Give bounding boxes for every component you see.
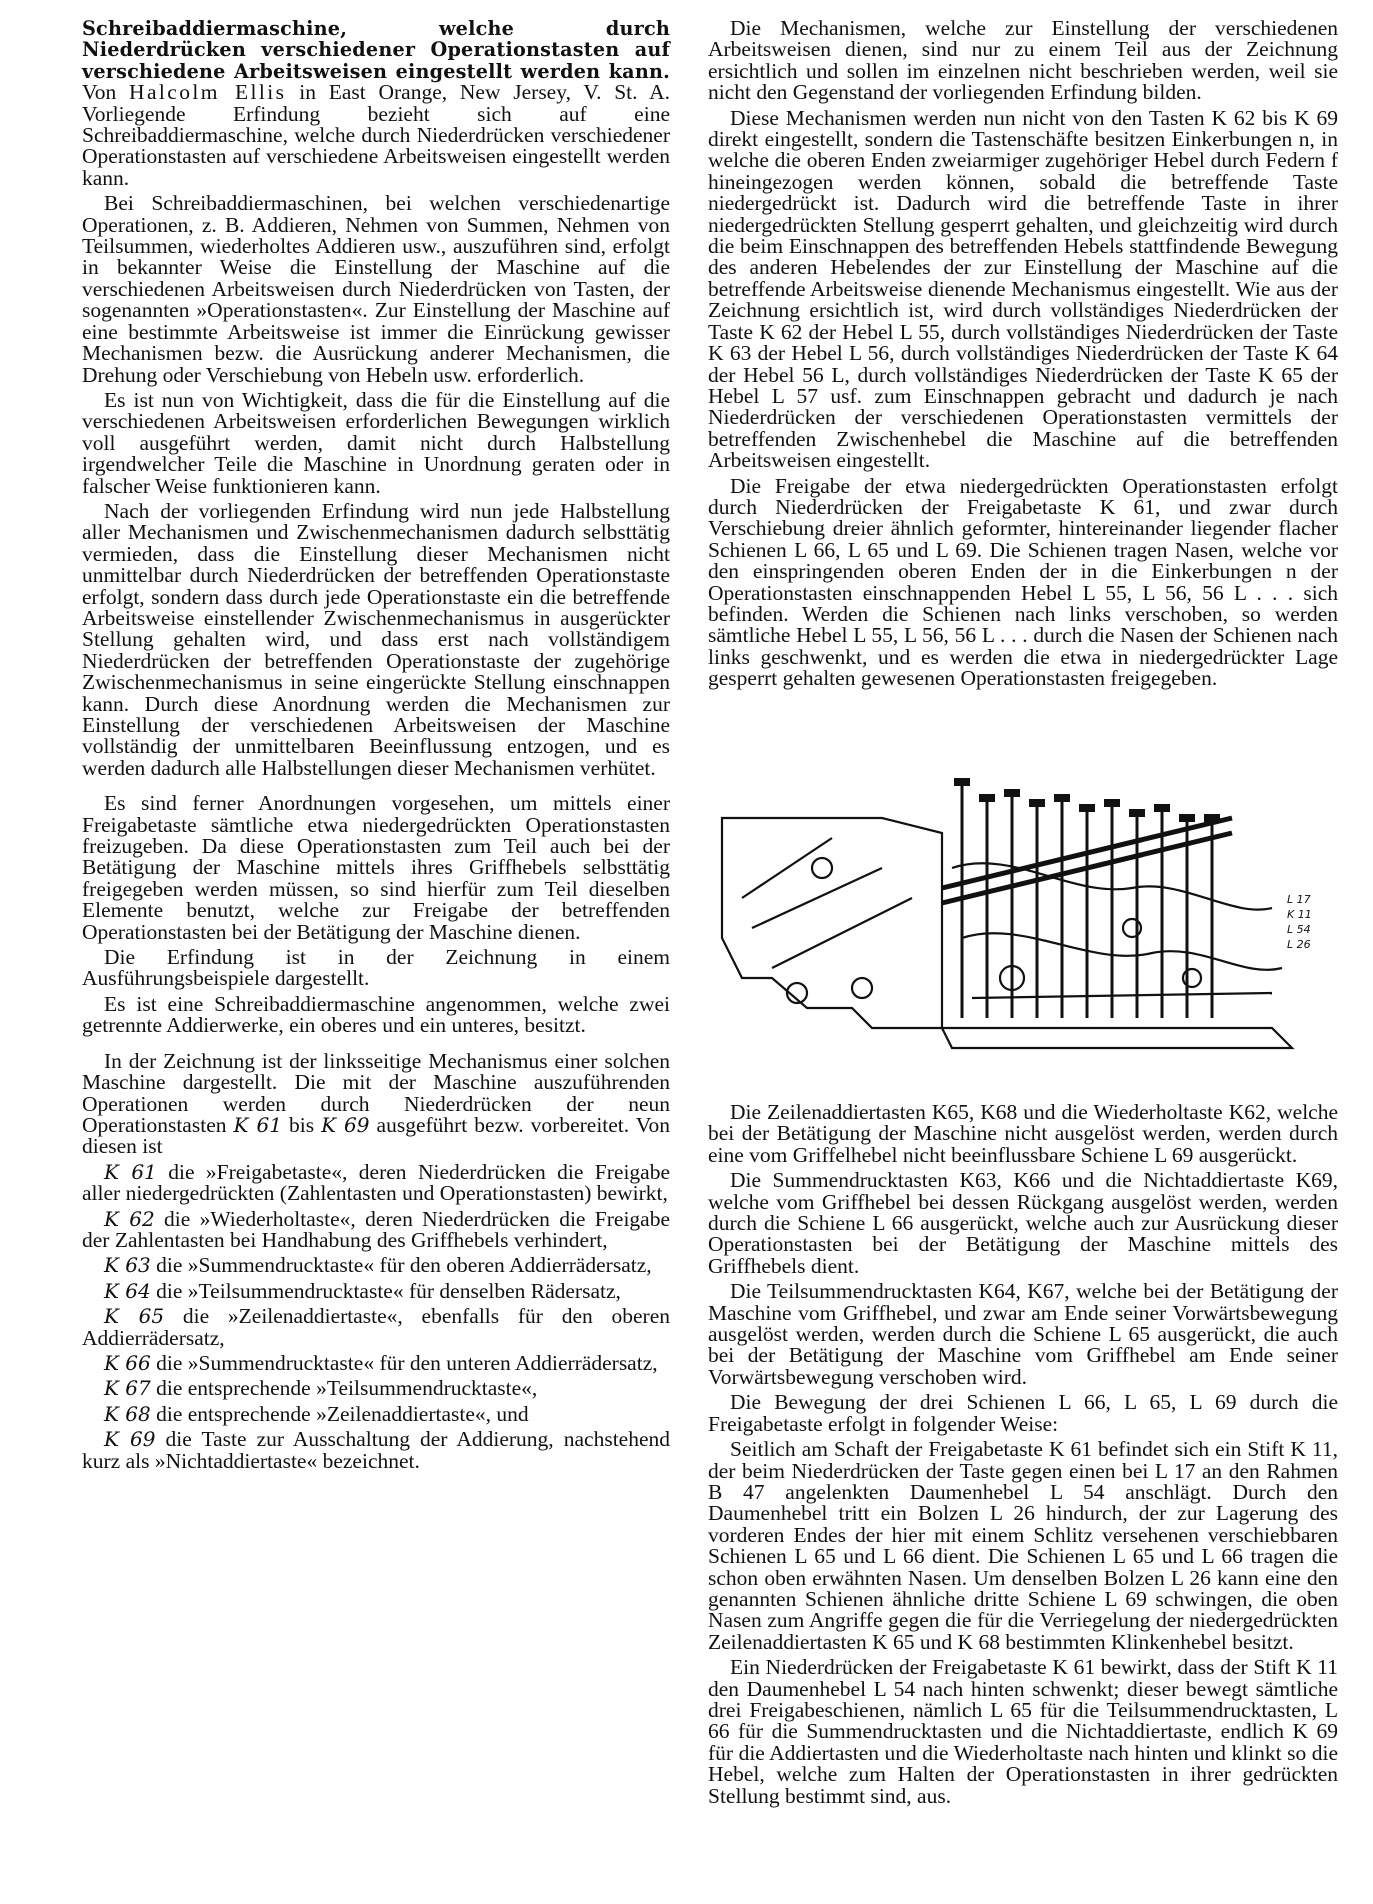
right-paragraph-2: Diese Mechanismen werden nun nicht von den Tasten K 62 bis K 69 direkt eingestellt, sondern die Tastenschäfte besitzen Einkerbungen n, in welche die oberen Enden zweiarmiger zugehöriger Hebel durch Federn f hineingezogen werden können, sobald die betreffende Taste niedergedrückt ist. Dadurch wird die betreffende Taste in ihrer niedergedrückten Stellung gesperrt gehalten, und gleichzeitig wird durch die beim Einschnappen des betreffenden Hebels stattfindende Bewegung des anderen Hebelendes der zur Einstellung der Maschine auf die betreffende Arbeitsweise dienende Mechanismus eingestellt. Wie aus der Zeichnung ersichtlich ist, wird durch vollständiges Niederdrücken der Taste K 62 der Hebel L 55, durch vollständiges Niederdrücken der Taste K 63 der Hebel L 56, durch vollständiges Niederdrücken der Taste K 64 der Hebel 56 L, durch vollständiges Niederdrücken der Taste K 65 der Hebel L 57 usf. zum Einschnappen gebracht und dadurch je nach Niederdrücken der verschiedenen Operationstasten vermittels der betreffenden Zwischenhebel die Maschine auf die betreffenden Arbeitsweisen eingestellt.	[708, 105, 1338, 473]
key-ref: K 69	[104, 1427, 156, 1452]
p8-text-a: In der Zeichnung ist der linksseitige Mechanismus einer solchen Maschine dargestellt. Die mit der Maschine auszuführenden Operationen werden durch Niederdrücken der neun Operationstasten	[82, 1048, 670, 1137]
paragraph-6: Die Erfindung ist in der Zeichnung in einem Ausführungsbeispiele dargestellt.	[82, 945, 670, 991]
key-desc: die »Wiederholtaste«, deren Niederdrücken die Freigabe der Zahlentasten bei Handhabung des Griffhebels verhindert,	[82, 1206, 671, 1252]
key-ref: K 67	[104, 1376, 151, 1401]
key-list-item	[82, 1378, 670, 1399]
key-list-item	[82, 1306, 670, 1349]
paragraph-2: Bei Schreibaddiermaschinen, bei welchen verschiedenartige Operationen, z. B. Addieren, Nehmen von Summen, Nehmen von Teilsummen, wiederholtes Addieren usw., auszuführen sind, erfolgt in bekannter Weise die Einstellung der Maschine auf die verschiedenen Arbeitsweisen durch Niederdrücken von Tasten, der sogenannten »Operationstasten«. Zur Einstellung der Maschine auf eine bestimmte Arbeitsweise ist immer die Einrückung gewisser Mechanismen bezw. die Ausrückung anderer Mechanismen, die Drehung oder Verschiebung von Hebeln usw. erforderlich.	[82, 191, 670, 387]
paragraph-5: Es sind ferner Anordnungen vorgesehen, um mittels einer Freigabetaste sämtliche etwa niedergedrückten Operationstasten freizugeben. Da diese Operationstasten zum Teil auch bei der Betätigung der Maschine mittels ihres Griffhebels selbsttätig freigegeben werden müssen, so sind hierfür zum Teil dieselben Elemente benutzt, welche zur Freigabe der betreffenden Operationstasten bei der Betätigung der Maschine dienen.	[82, 791, 670, 944]
right-paragraph-9: Ein Niederdrücken der Freigabetaste K 61 bewirkt, dass der Stift K 11 den Daumenhebel L 54 nach hinten schwenkt; dieser bewegt sämtliche drei Freigabeschienen, nämlich L 65 für die Teilsummendrucktasten, L 66 für die Summendrucktasten und die Nichtaddiertaste, endlich K 69 für die Addiertasten und die Wiederholtaste nach hinten und klinkt so die Hebel, welche zum Halten der Operationstasten in ihrer gedrückten Stellung bestimmt sind, aus.	[708, 1655, 1338, 1808]
right-paragraph-5: Die Summendrucktasten K63, K66 und die Nichtaddiertaste K69, welche vom Griffhebel bei dessen Rückgang ausgelöst werden, werden durch die Schiene L 66 ausgerückt, welche auch zur Ausrückung dieser Operationstasten bei der Betätigung der Maschine mittels des Griffhebels dient.	[708, 1168, 1338, 1278]
intro-text: in East Orange, New Jersey, V. St. A. Vorliegende Erfindung bezieht sich auf eine Schreibaddiermaschine, welche durch Niederdrücken verschiedener Operationstasten auf verschiedene Arbeitsweisen eingestellt werden kann.	[82, 80, 671, 190]
fig-label: L 26	[1287, 938, 1311, 951]
right-paragraph-4: Die Zeilenaddiertasten K65, K68 und die Wiederholtaste K62, welche bei der Betätigung der Maschine nicht ausgelöst werden, werden durch eine vom Griffelhebel nicht beeinflussbare Schiene L 69 ausgerückt.	[708, 1100, 1338, 1167]
mechanism-drawing	[712, 778, 1322, 1078]
right-paragraph-1: Die Mechanismen, welche zur Einstellung der verschiedenen Arbeitsweisen dienen, sind nur zu einem Teil aus der Zeichnung ersichtlich und sollen im einzelnen nicht beschrieben werden, weil sie nicht den Gegenstand der vorliegenden Erfindung bilden.	[708, 16, 1338, 105]
key-ref: K 69	[321, 1112, 370, 1137]
p8-text-c: ausgeführt bezw. vorbereitet. Von diesen ist	[82, 1112, 671, 1159]
paragraph-3: Es ist nun von Wichtigkeit, dass die für die Einstellung auf die verschiedenen Arbeitsweisen erforderlichen Bewegungen wirklich voll ausgeführt werden, damit nicht durch Halbstellung irgendwelcher Teile die Maschine in Unordnung geraten oder in falscher Weise funktionieren kann.	[82, 387, 670, 498]
key-ref: K 61	[233, 1112, 282, 1137]
p8-text-b: bis	[288, 1112, 315, 1137]
key-ref: K 63	[104, 1253, 151, 1278]
key-list-item	[82, 1206, 671, 1252]
fig-label: K 11	[1287, 908, 1312, 921]
paragraph-4: Nach der vorliegenden Erfindung wird nun jede Halbstellung aller Mechanismen und Zwischenmechanismen dadurch selbsttätig vermieden, dass die Einstellung dieser Mechanismen nicht unmittelbar durch Niederdrücken der betreffenden Operationstaste erfolgt, sondern dass durch jede Operationstaste ein die betreffende Arbeitsweise einstellender Zwischenmechanismus in ausgerückter Stellung gehalten wird, und dass erst nach vollständigem Niederdrücken der betreffenden Operationstaste der zugehörige Zwischenmechanismus in seine eingerückte Stellung einschnappen kann. Durch diese Anordnung werden die Mechanismen zur Einstellung der verschiedenen Arbeitsweisen der Maschine vollständig der unmittelbaren Beeinflussung entzogen, und es werden dadurch alle Halbstellungen dieser Mechanismen verhütet.	[82, 498, 670, 780]
key-ref: K 68	[104, 1401, 151, 1426]
patent-title: Schreibaddiermaschine, welche durch Niederdrücken verschiedener Operationstasten auf verschiedene Arbeitsweisen eingestellt werden kann.	[82, 17, 670, 83]
key-desc: die »Teilsummendrucktaste« für denselben Rädersatz,	[156, 1278, 621, 1303]
right-paragraph-7: Die Bewegung der drei Schienen L 66, L 65, L 69 durch die Freigabetaste erfolgt in folgender Weise:	[708, 1390, 1338, 1436]
key-desc: die »Freigabetaste«, deren Niederdrücken die Freigabe aller niedergedrückten (Zahlentasten und Operationstasten) bewirkt,	[82, 1159, 671, 1206]
key-ref: K 65	[104, 1304, 165, 1329]
key-desc: die entsprechende »Teilsummendrucktaste«,	[156, 1376, 538, 1401]
key-list-item	[82, 1350, 670, 1375]
inventor-name: Halcolm Ellis	[129, 80, 287, 105]
key-list-item	[82, 1429, 670, 1472]
key-desc: die entsprechende »Zeilenaddiertaste«, und	[156, 1401, 529, 1426]
key-desc: die »Summendrucktaste« für den oberen Addierrädersatz,	[156, 1253, 652, 1278]
left-column	[82, 18, 670, 1476]
paragraph-7: Es ist eine Schreibaddiermaschine angenommen, welche zwei getrennte Addierwerke, ein oberes und ein unteres, besitzt.	[82, 991, 670, 1038]
key-ref: K 62	[104, 1206, 155, 1231]
intro-von: Von	[82, 80, 117, 105]
key-ref: K 64	[104, 1278, 151, 1303]
key-list-item	[82, 1255, 670, 1276]
intro-paragraph	[82, 18, 670, 189]
key-desc: die Taste zur Ausschaltung der Addierung, nachstehend kurz als »Nichtaddiertaste« bezeichnet.	[82, 1427, 671, 1473]
right-paragraph-8: Seitlich am Schaft der Freigabetaste K 61 befindet sich ein Stift K 11, der beim Niederdrücken der Taste gegen einen bei L 17 an den Rahmen B 47 angelenkten Daumenhebel L 54 anschlägt. Durch den Daumenhebel tritt ein Bolzen L 26 hindurch, der zur Lagerung des vorderen Endes der hier mit einem Schlitz versehenen verschiebbaren Schienen L 65 und L 66 dient. Die Schienen L 65 und L 66 tragen die schon oben erwähnten Nasen. Um denselben Bolzen L 26 kann eine den genannten Schienen ähnliche dritte Schiene L 69 schwingen, die oben Nasen zum Angriffe gegen die für die Verriegelung der niedergedrückten Zeilenaddiertasten K 65 und K 68 bestimmten Klinkenhebel besitzt.	[708, 1437, 1338, 1654]
fig-label: L 17	[1287, 893, 1311, 906]
right-paragraph-6: Die Teilsummendrucktasten K64, K67, welche bei der Betätigung der Maschine vom Griffhebel, und zwar am Ende seiner Vorwärtsbewegung ausgelöst werden, werden durch die Schiene L 65 ausgerückt, die auch bei der Betätigung der Maschine vom Griffhebel am Ende seiner Vorwärtsbewegung verschoben wird.	[708, 1279, 1338, 1389]
key-desc: die »Summendrucktaste« für den unteren Addierrädersatz,	[156, 1350, 658, 1375]
fig-label: L 54	[1287, 923, 1311, 936]
right-column-lower	[708, 1102, 1338, 1811]
key-ref: K 61	[104, 1159, 157, 1184]
key-list-item	[82, 1159, 671, 1206]
paragraph-8	[82, 1048, 671, 1159]
key-list-item	[82, 1278, 670, 1303]
right-paragraph-3: Die Freigabe der etwa niedergedrückten Operationstasten erfolgt durch Niederdrücken der Freigabetaste K 61, und zwar durch Verschiebung dreier ähnlich geformter, hintereinander liegender flacher Schienen L 66, L 65 und L 69. Die Schienen tragen Nasen, welche vor den einspringenden oberen Enden der in die Einkerbungen n der Operationstasten einschnappenden Hebel L 55, L 56, 56 L . . . sich befinden. Werden die Schienen nach links verschoben, so werden sämtliche Hebel L 55, L 56, 56 L . . . durch die Nasen der Schienen nach links geschwenkt, und es werden die etwa in niedergedrückter Lage gesperrt gehalten gewesenen Operationstasten freigegeben.	[708, 473, 1338, 691]
key-desc: die »Zeilenaddiertaste«, ebenfalls für den oberen Addierrädersatz,	[82, 1304, 670, 1350]
right-column	[708, 18, 1338, 694]
key-ref: K 66	[104, 1350, 151, 1375]
key-list-item	[82, 1401, 670, 1426]
